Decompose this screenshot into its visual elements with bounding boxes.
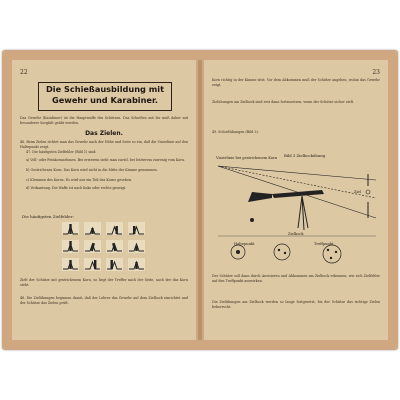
figure-caption: Die häufigsten Zielfehler: [22,214,74,219]
sight-picture [84,222,101,235]
paragraph: Der Schütze soll dann durch Anvisieren und Abkommen am Zielbock erkennen, wie sich Zielfehler auf den Treffpunkt auswirken. [212,274,380,283]
intro-paragraph: Das Gewehr (Karabiner) ist die Hauptwaffe des Schützen. Das Schießen mit ihr muß daher mit besonderer Sorgfalt geübt werden. [20,116,188,125]
diagram-label: Ziel [354,190,361,194]
diagram-caption: Visierlinie bei gestrichenem Korn [216,156,278,160]
paragraph: Zielt der Schütze mit gestrichenem Korn, so liegt der Treffer nach der Seite, nach der das Korn steht. [20,278,188,287]
diagram-label: Haltepunkt [234,242,255,246]
paragraph: 48. Die Zielübungen beginnen damit, daß der Lehrer das Gewehr auf dem Zielbock einrichtet und der Schütze das Zielen prüft. [20,296,188,305]
sight-picture [106,240,123,253]
aiming-stand-diagram [212,158,382,270]
left-page [12,60,196,340]
diagram-label: Zielbock [288,232,304,236]
paragraph: Die Zielübungen am Zielbock werden so lange fortgesetzt, bis der Schütze das richtige Zielen beherrscht. [212,300,380,309]
section-heading: Das Zielen. [85,130,123,137]
sight-picture [84,258,101,271]
sight-picture [106,222,123,235]
paragraph: 49. Schießübungen (Bild 3). [212,130,259,134]
sight-picture [62,222,79,235]
page-number: 23 [372,69,380,76]
list-item: d) Verkantung. Die Waffe ist nach links oder rechts geneigt. [26,186,127,190]
page-number: 22 [20,69,28,76]
list-item: c) Klemmen des Korns. Es wird nur ein Teil des Korns gesehen. [26,178,133,182]
sight-picture [84,240,101,253]
book-gutter [198,60,202,340]
paragraph: Zielübungen am Zielbock sind erst dann fortzusetzen, wenn der Schütze sicher zielt. [212,100,355,104]
sight-picture [62,240,79,253]
open-book [2,50,398,350]
sight-picture [62,258,79,271]
paragraph: Korn richtig in der Kimme sitzt. Vor dem Abkommen muß der Schütze angeben, wohin das Gewehr zeigt. [212,78,380,87]
diagram-label: Treffpunkt [314,242,334,246]
paragraph: 47. Die häufigsten Zielfehler (Bild 1) sind: [26,150,97,154]
paragraph: 46. Beim Zielen richtet man das Gewehr nach der Höhe und Seite so ein, daß die Visierlinie auf den Haltepunkt zeigt. [20,140,188,149]
sight-picture [128,240,145,253]
sight-picture [106,258,123,271]
sight-picture [128,222,145,235]
list-item: a) Voll- oder Feinkornnehmen. Bei ersterem sieht man zuviel, bei letzterem zuwenig vom Korn. [26,158,186,162]
list-item: b) Gestrichenes Korn. Das Korn wird nicht in die Mitte der Kimme genommen. [26,168,158,172]
diagram-heading: Bild 3 Zielbockübung [284,153,326,158]
sight-picture [128,258,145,271]
page-title: Die Schießausbildung mit Gewehr und Karabiner. [38,82,172,111]
right-page [204,60,388,340]
